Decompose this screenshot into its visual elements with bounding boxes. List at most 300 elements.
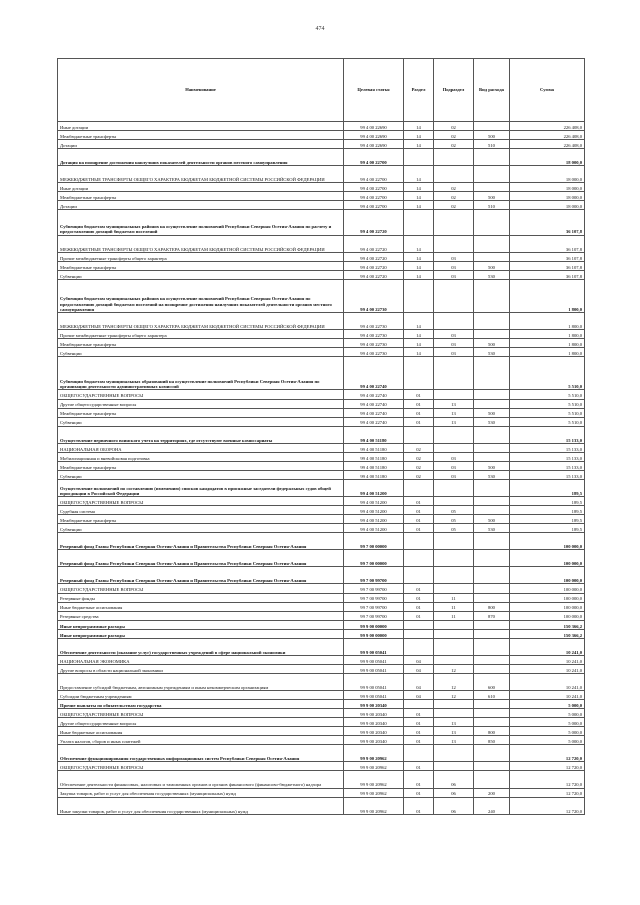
table-row xyxy=(58,201,585,210)
row-subsection-cell xyxy=(434,313,474,330)
row-code-cell: 99 4 00 51200 xyxy=(344,524,404,533)
row-name-cell: ОБЩЕГОСУДАРСТВЕННЫЕ ВОПРОСЫ xyxy=(58,390,344,399)
row-sum-cell: 18 000,0 xyxy=(510,166,585,183)
row-type-cell: 530 xyxy=(474,270,510,279)
row-type-cell xyxy=(474,235,510,252)
row-name-cell: Субсидии бюджетным учреждениям xyxy=(58,691,344,700)
table-row xyxy=(58,166,585,183)
table-row xyxy=(58,399,585,408)
row-name-cell: Дотации xyxy=(58,201,344,210)
row-subsection-cell xyxy=(434,235,474,252)
row-code-cell: 99 4 00 22700 xyxy=(344,149,404,166)
row-section-cell: 14 xyxy=(404,252,434,261)
row-section-cell xyxy=(404,550,434,567)
header-subsection: Подраздел xyxy=(434,59,474,122)
row-name-cell: Осуществление полномочий по составлению (изменению) списков кандидатов в присяжные заседатели федеральных судов общей юрисдикции в Российской Федерации xyxy=(58,479,344,496)
row-subsection-cell: 13 xyxy=(434,399,474,408)
row-section-cell: 02 xyxy=(404,443,434,452)
row-section-cell: 01 xyxy=(404,417,434,426)
row-section-cell: 01 xyxy=(404,593,434,602)
row-section-cell xyxy=(404,149,434,166)
row-type-cell xyxy=(474,426,510,443)
table-row xyxy=(58,745,585,762)
row-section-cell: 04 xyxy=(404,664,434,673)
row-name-cell: Прочие выплаты по обязательствам государства xyxy=(58,700,344,709)
row-name-cell: Иные дотации xyxy=(58,122,344,131)
row-subsection-cell: 12 xyxy=(434,673,474,690)
row-name-cell: МЕЖБЮДЖЕТНЫЕ ТРАНСФЕРТЫ ОБЩЕГО ХАРАКТЕРА БЮДЖЕТАМ БЮДЖЕТНОЙ СИСТЕМЫ РОССИЙСКОЙ ФЕДЕРАЦИИ xyxy=(58,235,344,252)
row-sum-cell: 150 366,2 xyxy=(510,629,585,638)
row-sum-cell: 5 510,0 xyxy=(510,399,585,408)
row-name-cell: Дотация на поощрение достижения наилучших показателей деятельности органов местного самоуправления xyxy=(58,149,344,166)
row-code-cell: 99 7 00 00000 xyxy=(344,550,404,567)
table-row xyxy=(58,452,585,461)
row-section-cell: 14 xyxy=(404,201,434,210)
row-section-cell: 01 xyxy=(404,515,434,524)
table-row xyxy=(58,149,585,166)
row-section-cell: 01 xyxy=(404,399,434,408)
row-subsection-cell: 03 xyxy=(434,470,474,479)
row-name-cell: Резервные фонды xyxy=(58,593,344,602)
row-code-cell: 99 4 00 22740 xyxy=(344,390,404,399)
row-name-cell: Иные непрограммные расходы xyxy=(58,620,344,629)
table-row xyxy=(58,235,585,252)
row-subsection-cell: 03 xyxy=(434,330,474,339)
row-name-cell: Резервный фонд Главы Республики Северная Осетия-Алания и Правительства Республики Северная Осетия-Алания xyxy=(58,533,344,550)
table-row xyxy=(58,762,585,771)
row-type-cell xyxy=(474,506,510,515)
row-type-cell xyxy=(474,655,510,664)
row-section-cell xyxy=(404,638,434,655)
row-name-cell: Другие общегосударственные вопросы xyxy=(58,399,344,408)
row-subsection-cell: 02 xyxy=(434,122,474,131)
row-code-cell: 99 9 00 05041 xyxy=(344,673,404,690)
row-sum-cell: 36 107,8 xyxy=(510,252,585,261)
row-type-cell xyxy=(474,718,510,727)
row-section-cell: 01 xyxy=(404,611,434,620)
row-type-cell: 500 xyxy=(474,339,510,348)
row-subsection-cell: 02 xyxy=(434,192,474,201)
table-row xyxy=(58,348,585,357)
table-row xyxy=(58,709,585,718)
row-sum-cell: 12 720,0 xyxy=(510,762,585,771)
row-sum-cell: 1 800,0 xyxy=(510,348,585,357)
table-row xyxy=(58,313,585,330)
row-sum-cell: 10 241,0 xyxy=(510,638,585,655)
row-name-cell: Межбюджетные трансферты xyxy=(58,339,344,348)
row-code-cell: 99 4 00 22730 xyxy=(344,348,404,357)
row-code-cell: 99 4 00 22700 xyxy=(344,166,404,183)
row-code-cell: 99 9 00 20340 xyxy=(344,709,404,718)
row-type-cell xyxy=(474,330,510,339)
row-code-cell: 99 7 00 99700 xyxy=(344,593,404,602)
row-section-cell xyxy=(404,426,434,443)
row-section-cell: 01 xyxy=(404,390,434,399)
row-sum-cell: 18 000,0 xyxy=(510,201,585,210)
table-row xyxy=(58,673,585,690)
row-subsection-cell xyxy=(434,210,474,235)
row-type-cell xyxy=(474,629,510,638)
table-row xyxy=(58,620,585,629)
row-type-cell: 500 xyxy=(474,192,510,201)
row-name-cell: Межбюджетные трансферты xyxy=(58,261,344,270)
row-subsection-cell: 02 xyxy=(434,183,474,192)
row-sum-cell: 12 720,0 xyxy=(510,788,585,797)
row-name-cell: Субвенции xyxy=(58,470,344,479)
row-subsection-cell: 03 xyxy=(434,348,474,357)
row-section-cell: 04 xyxy=(404,655,434,664)
row-code-cell: 99 7 00 99700 xyxy=(344,602,404,611)
table-row xyxy=(58,408,585,417)
row-section-cell xyxy=(404,620,434,629)
table-row xyxy=(58,736,585,745)
table-row xyxy=(58,718,585,727)
row-sum-cell: 5 000,0 xyxy=(510,736,585,745)
row-sum-cell: 5 510,0 xyxy=(510,408,585,417)
row-name-cell: Закупка товаров, работ и услуг для обеспечения государственных (муниципальных) нужд xyxy=(58,788,344,797)
row-section-cell: 01 xyxy=(404,797,434,814)
row-subsection-cell: 03 xyxy=(434,452,474,461)
row-name-cell: Прочие межбюджетные трансферты общего характера xyxy=(58,252,344,261)
row-code-cell: 99 4 00 22720 xyxy=(344,261,404,270)
row-type-cell: 500 xyxy=(474,408,510,417)
budget-table xyxy=(57,58,585,815)
table-row xyxy=(58,506,585,515)
row-subsection-cell xyxy=(434,390,474,399)
table-row xyxy=(58,261,585,270)
row-sum-cell: 15 133,0 xyxy=(510,452,585,461)
table-row xyxy=(58,210,585,235)
row-sum-cell: 189,5 xyxy=(510,515,585,524)
row-subsection-cell: 11 xyxy=(434,611,474,620)
row-sum-cell: 36 107,8 xyxy=(510,270,585,279)
row-section-cell: 14 xyxy=(404,235,434,252)
row-code-cell: 99 9 00 20340 xyxy=(344,727,404,736)
table-row xyxy=(58,192,585,201)
header-code: Целевая статья xyxy=(344,59,404,122)
row-subsection-cell xyxy=(434,584,474,593)
row-sum-cell: 10 241,0 xyxy=(510,664,585,673)
row-section-cell: 01 xyxy=(404,788,434,797)
row-code-cell: 99 9 00 00000 xyxy=(344,629,404,638)
row-sum-cell: 5 510,0 xyxy=(510,390,585,399)
row-code-cell: 99 4 00 22740 xyxy=(344,399,404,408)
row-type-cell xyxy=(474,584,510,593)
row-type-cell xyxy=(474,479,510,496)
table-row xyxy=(58,533,585,550)
row-code-cell: 99 9 00 20340 xyxy=(344,700,404,709)
row-section-cell: 01 xyxy=(404,727,434,736)
row-subsection-cell: 06 xyxy=(434,797,474,814)
row-sum-cell: 12 720,0 xyxy=(510,771,585,788)
row-type-cell: 800 xyxy=(474,727,510,736)
table-row xyxy=(58,426,585,443)
row-name-cell: Межбюджетные трансферты xyxy=(58,461,344,470)
row-sum-cell: 100 000,0 xyxy=(510,593,585,602)
row-name-cell: Субвенции бюджетам муниципальных образований на осуществление полномочий Республики Северная Осетия-Алания по организации деятельности административных комиссий xyxy=(58,357,344,390)
row-sum-cell: 226 408,0 xyxy=(510,131,585,140)
row-sum-cell: 5 510,0 xyxy=(510,417,585,426)
row-section-cell xyxy=(404,479,434,496)
row-type-cell xyxy=(474,664,510,673)
row-type-cell xyxy=(474,567,510,584)
row-name-cell: Субвенции бюджетам муниципальных районов на осуществление полномочий Республики Северная Осетия-Алания по расчету и предоставлению дотаций бюджетам поселений xyxy=(58,210,344,235)
row-type-cell: 500 xyxy=(474,461,510,470)
row-subsection-cell: 13 xyxy=(434,736,474,745)
row-code-cell: 99 4 00 22700 xyxy=(344,192,404,201)
row-section-cell: 01 xyxy=(404,497,434,506)
row-name-cell: Субвенции бюджетам муниципальных районов на осуществление полномочий Республики Северная Осетия-Алания по предоставлению дотаций бюджетам поселений на поощрение достижения наилучших показателей деятельности органов местного самоуправления xyxy=(58,279,344,312)
row-name-cell: Другие вопросы в области национальной экономики xyxy=(58,664,344,673)
row-type-cell xyxy=(474,313,510,330)
table-row xyxy=(58,479,585,496)
row-type-cell xyxy=(474,745,510,762)
table-row xyxy=(58,550,585,567)
table-row xyxy=(58,593,585,602)
row-type-cell: 850 xyxy=(474,736,510,745)
row-code-cell: 99 4 00 22730 xyxy=(344,313,404,330)
row-code-cell: 99 4 00 51200 xyxy=(344,479,404,496)
row-subsection-cell xyxy=(434,762,474,771)
row-sum-cell: 18 000,0 xyxy=(510,192,585,201)
row-name-cell: Уплата налогов, сборов и иных платежей xyxy=(58,736,344,745)
row-type-cell: 200 xyxy=(474,788,510,797)
row-subsection-cell: 05 xyxy=(434,515,474,524)
row-name-cell: Межбюджетные трансферты xyxy=(58,515,344,524)
row-section-cell xyxy=(404,567,434,584)
row-sum-cell: 1 800,0 xyxy=(510,279,585,312)
table-row xyxy=(58,629,585,638)
row-sum-cell: 189,5 xyxy=(510,479,585,496)
row-sum-cell: 189,5 xyxy=(510,506,585,515)
row-type-cell xyxy=(474,443,510,452)
row-subsection-cell: 13 xyxy=(434,718,474,727)
row-type-cell xyxy=(474,700,510,709)
header-name: Наименование xyxy=(58,59,344,122)
row-code-cell: 99 9 00 20340 xyxy=(344,718,404,727)
row-subsection-cell: 12 xyxy=(434,664,474,673)
row-sum-cell: 226 408,0 xyxy=(510,140,585,149)
row-type-cell xyxy=(474,762,510,771)
row-type-cell: 500 xyxy=(474,131,510,140)
row-code-cell: 99 9 00 20962 xyxy=(344,771,404,788)
row-section-cell: 14 xyxy=(404,166,434,183)
row-section-cell: 01 xyxy=(404,602,434,611)
row-section-cell xyxy=(404,629,434,638)
row-code-cell: 99 4 00 22740 xyxy=(344,357,404,390)
row-name-cell: Судебная система xyxy=(58,506,344,515)
row-sum-cell: 15 133,0 xyxy=(510,426,585,443)
row-type-cell: 530 xyxy=(474,524,510,533)
row-sum-cell: 100 000,0 xyxy=(510,567,585,584)
row-name-cell: ОБЩЕГОСУДАРСТВЕННЫЕ ВОПРОСЫ xyxy=(58,497,344,506)
row-type-cell xyxy=(474,533,510,550)
row-subsection-cell xyxy=(434,700,474,709)
row-section-cell: 14 xyxy=(404,330,434,339)
row-type-cell xyxy=(474,550,510,567)
row-sum-cell: 1 800,0 xyxy=(510,313,585,330)
row-code-cell: 99 9 00 20962 xyxy=(344,788,404,797)
row-code-cell: 99 4 00 22700 xyxy=(344,183,404,192)
row-subsection-cell: 05 xyxy=(434,506,474,515)
table-row xyxy=(58,339,585,348)
table-row xyxy=(58,515,585,524)
row-section-cell xyxy=(404,357,434,390)
row-sum-cell: 5 000,0 xyxy=(510,727,585,736)
row-name-cell: Резервный фонд Главы Республики Северная Осетия-Алания и Правительства Республики Северная Осетия-Алания xyxy=(58,550,344,567)
row-sum-cell: 10 241,0 xyxy=(510,655,585,664)
row-code-cell: 99 4 00 22740 xyxy=(344,417,404,426)
table-row xyxy=(58,330,585,339)
row-subsection-cell: 02 xyxy=(434,131,474,140)
table-row xyxy=(58,183,585,192)
row-section-cell: 14 xyxy=(404,140,434,149)
table-row xyxy=(58,727,585,736)
row-type-cell: 510 xyxy=(474,201,510,210)
row-subsection-cell xyxy=(434,443,474,452)
row-name-cell: Предоставление субсидий бюджетным, автономным учреждениям и иным некоммерческим организациям xyxy=(58,673,344,690)
row-subsection-cell xyxy=(434,166,474,183)
row-name-cell: ОБЩЕГОСУДАРСТВЕННЫЕ ВОПРОСЫ xyxy=(58,584,344,593)
row-section-cell: 04 xyxy=(404,673,434,690)
table-row xyxy=(58,252,585,261)
row-name-cell: Иные бюджетные ассигнования xyxy=(58,602,344,611)
row-code-cell: 99 4 00 22720 xyxy=(344,235,404,252)
row-type-cell xyxy=(474,252,510,261)
row-sum-cell: 1 800,0 xyxy=(510,330,585,339)
row-section-cell: 14 xyxy=(404,183,434,192)
row-type-cell xyxy=(474,183,510,192)
row-type-cell xyxy=(474,709,510,718)
row-name-cell: МЕЖБЮДЖЕТНЫЕ ТРАНСФЕРТЫ ОБЩЕГО ХАРАКТЕРА БЮДЖЕТАМ БЮДЖЕТНОЙ СИСТЕМЫ РОССИЙСКОЙ ФЕДЕРАЦИИ xyxy=(58,166,344,183)
row-section-cell: 02 xyxy=(404,461,434,470)
row-name-cell: Межбюджетные трансферты xyxy=(58,131,344,140)
row-type-cell xyxy=(474,149,510,166)
row-name-cell: Иные бюджетные ассигнования xyxy=(58,727,344,736)
row-subsection-cell: 02 xyxy=(434,140,474,149)
row-section-cell: 01 xyxy=(404,762,434,771)
row-name-cell: Дотации xyxy=(58,140,344,149)
table-row xyxy=(58,497,585,506)
table-row xyxy=(58,567,585,584)
row-code-cell: 99 9 00 05041 xyxy=(344,664,404,673)
table-row xyxy=(58,797,585,814)
table-row xyxy=(58,602,585,611)
table-row xyxy=(58,611,585,620)
table-row xyxy=(58,270,585,279)
row-subsection-cell xyxy=(434,655,474,664)
row-code-cell: 99 7 00 99700 xyxy=(344,611,404,620)
row-subsection-cell: 13 xyxy=(434,417,474,426)
row-sum-cell: 100 000,0 xyxy=(510,533,585,550)
row-type-cell: 530 xyxy=(474,417,510,426)
row-subsection-cell: 13 xyxy=(434,408,474,417)
header-section: Раздел xyxy=(404,59,434,122)
row-code-cell: 99 4 00 51180 xyxy=(344,461,404,470)
row-code-cell: 99 4 00 51200 xyxy=(344,497,404,506)
row-type-cell xyxy=(474,166,510,183)
row-code-cell: 99 9 00 20340 xyxy=(344,736,404,745)
row-sum-cell: 189,5 xyxy=(510,524,585,533)
row-type-cell xyxy=(474,593,510,602)
row-subsection-cell: 03 xyxy=(434,261,474,270)
row-subsection-cell xyxy=(434,745,474,762)
table-row xyxy=(58,443,585,452)
row-code-cell: 99 9 00 20962 xyxy=(344,745,404,762)
row-sum-cell: 5 000,0 xyxy=(510,718,585,727)
table-row xyxy=(58,691,585,700)
row-type-cell: 500 xyxy=(474,515,510,524)
row-subsection-cell xyxy=(434,567,474,584)
table-row xyxy=(58,470,585,479)
row-code-cell: 99 4 00 22730 xyxy=(344,339,404,348)
row-section-cell: 01 xyxy=(404,584,434,593)
row-sum-cell: 36 107,8 xyxy=(510,210,585,235)
row-sum-cell: 15 133,0 xyxy=(510,461,585,470)
row-code-cell: 99 4 00 51180 xyxy=(344,443,404,452)
row-subsection-cell xyxy=(434,497,474,506)
row-name-cell: Резервные средства xyxy=(58,611,344,620)
row-section-cell: 14 xyxy=(404,131,434,140)
row-subsection-cell: 13 xyxy=(434,727,474,736)
row-code-cell: 99 4 00 22720 xyxy=(344,252,404,261)
row-sum-cell: 18 000,0 xyxy=(510,149,585,166)
row-type-cell: 240 xyxy=(474,797,510,814)
row-name-cell: Обеспечение деятельности (оказание услуг) государственных учреждений в сфере национальной экономики xyxy=(58,638,344,655)
row-code-cell: 99 4 00 22740 xyxy=(344,408,404,417)
row-code-cell: 99 4 00 22730 xyxy=(344,279,404,312)
row-section-cell: 01 xyxy=(404,506,434,515)
table-row xyxy=(58,461,585,470)
row-name-cell: Межбюджетные трансферты xyxy=(58,192,344,201)
row-name-cell: Субвенции xyxy=(58,348,344,357)
row-section-cell: 14 xyxy=(404,348,434,357)
row-section-cell: 14 xyxy=(404,122,434,131)
row-section-cell: 02 xyxy=(404,452,434,461)
row-code-cell: 99 9 00 05041 xyxy=(344,638,404,655)
row-code-cell: 99 4 00 22700 xyxy=(344,201,404,210)
row-name-cell: Прочие межбюджетные трансферты общего характера xyxy=(58,330,344,339)
row-sum-cell: 36 107,8 xyxy=(510,261,585,270)
row-section-cell xyxy=(404,745,434,762)
row-section-cell: 01 xyxy=(404,709,434,718)
row-type-cell: 870 xyxy=(474,611,510,620)
row-name-cell: Обеспечение деятельности финансовых, налоговых и таможенных органов и органов финансового (финансово-бюджетного) надзора xyxy=(58,771,344,788)
row-type-cell: 530 xyxy=(474,470,510,479)
row-type-cell xyxy=(474,620,510,629)
row-type-cell xyxy=(474,210,510,235)
table-row xyxy=(58,122,585,131)
row-type-cell xyxy=(474,452,510,461)
row-code-cell: 99 9 00 20962 xyxy=(344,797,404,814)
row-section-cell: 01 xyxy=(404,718,434,727)
header-type: Вид расхода xyxy=(474,59,510,122)
row-subsection-cell: 03 xyxy=(434,252,474,261)
row-sum-cell: 12 720,0 xyxy=(510,745,585,762)
row-section-cell xyxy=(404,533,434,550)
row-sum-cell: 36 107,8 xyxy=(510,235,585,252)
row-subsection-cell xyxy=(434,629,474,638)
row-name-cell: Мобилизационная и вневойсковая подготовка xyxy=(58,452,344,461)
row-name-cell: ОБЩЕГОСУДАРСТВЕННЫЕ ВОПРОСЫ xyxy=(58,709,344,718)
row-section-cell: 01 xyxy=(404,771,434,788)
table-row xyxy=(58,417,585,426)
row-subsection-cell: 06 xyxy=(434,788,474,797)
row-section-cell xyxy=(404,210,434,235)
row-name-cell: Резервный фонд Главы Республики Северная Осетия-Алания и Правительства Республики Северная Осетия-Алания xyxy=(58,567,344,584)
row-subsection-cell xyxy=(434,533,474,550)
row-name-cell: Иные закупки товаров, работ и услуг для обеспечения государственных (муниципальных) нужд xyxy=(58,797,344,814)
